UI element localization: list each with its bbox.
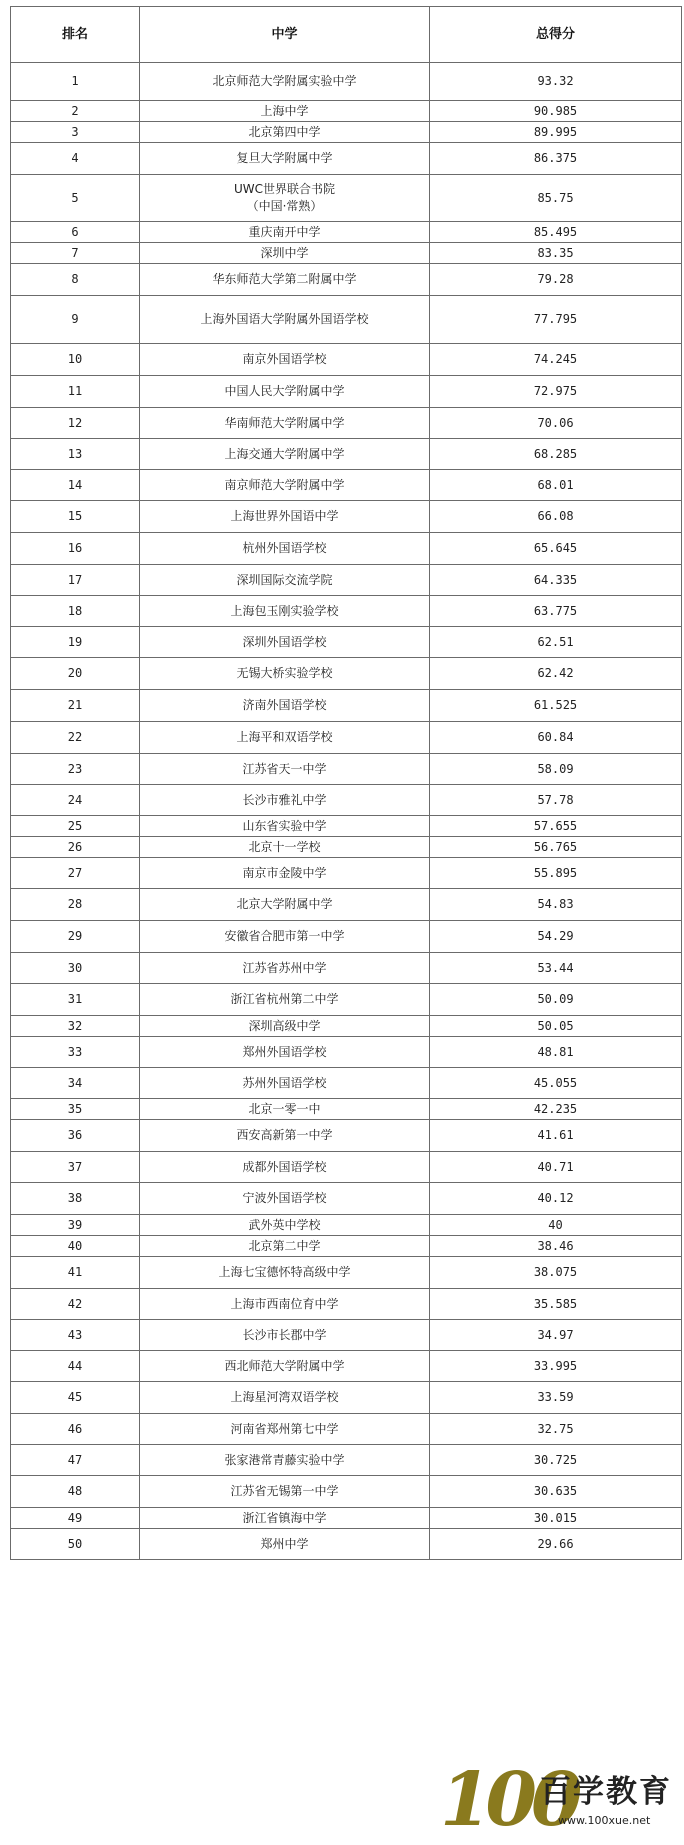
table-row bbox=[11, 1382, 682, 1414]
score-cell: 54.29 bbox=[430, 921, 682, 953]
school-cell: 南京师范大学附属中学 bbox=[140, 470, 430, 501]
table-row bbox=[11, 1529, 682, 1560]
score-cell: 57.78 bbox=[430, 785, 682, 816]
school-cell: 北京师范大学附属实验中学 bbox=[140, 63, 430, 101]
rank-cell: 27 bbox=[11, 858, 140, 889]
rank-cell: 7 bbox=[11, 243, 140, 264]
score-cell: 35.585 bbox=[430, 1289, 682, 1320]
score-cell: 72.975 bbox=[430, 376, 682, 408]
table-row bbox=[11, 1068, 682, 1099]
rank-cell: 40 bbox=[11, 1236, 140, 1257]
table-body bbox=[11, 63, 682, 1560]
school-cell: 上海包玉刚实验学校 bbox=[140, 596, 430, 627]
school-cell: UWC世界联合书院 （中国·常熟） bbox=[140, 175, 430, 222]
rank-cell: 12 bbox=[11, 408, 140, 439]
score-cell: 66.08 bbox=[430, 501, 682, 533]
rank-cell: 39 bbox=[11, 1215, 140, 1236]
score-cell: 86.375 bbox=[430, 143, 682, 175]
score-cell: 89.995 bbox=[430, 122, 682, 143]
score-cell: 56.765 bbox=[430, 837, 682, 858]
table-row bbox=[11, 921, 682, 953]
rank-cell: 35 bbox=[11, 1099, 140, 1120]
school-cell: 上海交通大学附属中学 bbox=[140, 439, 430, 470]
school-cell: 郑州中学 bbox=[140, 1529, 430, 1560]
school-cell: 成都外国语学校 bbox=[140, 1152, 430, 1183]
score-cell: 64.335 bbox=[430, 565, 682, 596]
table-row bbox=[11, 596, 682, 627]
rank-cell: 37 bbox=[11, 1152, 140, 1183]
table-row bbox=[11, 816, 682, 837]
score-cell: 29.66 bbox=[430, 1529, 682, 1560]
table-row bbox=[11, 264, 682, 296]
school-cell: 武外英中学校 bbox=[140, 1215, 430, 1236]
table-row bbox=[11, 101, 682, 122]
ranking-table bbox=[10, 6, 682, 1560]
rank-cell: 38 bbox=[11, 1183, 140, 1215]
school-cell: 安徽省合肥市第一中学 bbox=[140, 921, 430, 953]
table-row bbox=[11, 1215, 682, 1236]
score-cell: 79.28 bbox=[430, 264, 682, 296]
table-row bbox=[11, 122, 682, 143]
table-row bbox=[11, 296, 682, 344]
score-cell: 60.84 bbox=[430, 722, 682, 754]
table-row bbox=[11, 1099, 682, 1120]
school-cell: 上海平和双语学校 bbox=[140, 722, 430, 754]
rank-cell: 2 bbox=[11, 101, 140, 122]
table-row bbox=[11, 1152, 682, 1183]
score-cell: 62.51 bbox=[430, 627, 682, 658]
table-row bbox=[11, 63, 682, 101]
rank-cell: 36 bbox=[11, 1120, 140, 1152]
table-row bbox=[11, 376, 682, 408]
rank-cell: 42 bbox=[11, 1289, 140, 1320]
table-row bbox=[11, 470, 682, 501]
rank-cell: 22 bbox=[11, 722, 140, 754]
table-row bbox=[11, 1037, 682, 1068]
score-cell: 57.655 bbox=[430, 816, 682, 837]
table-row bbox=[11, 984, 682, 1016]
rank-cell: 48 bbox=[11, 1476, 140, 1508]
score-cell: 45.055 bbox=[430, 1068, 682, 1099]
school-cell: 西安高新第一中学 bbox=[140, 1120, 430, 1152]
score-cell: 68.285 bbox=[430, 439, 682, 470]
rank-cell: 16 bbox=[11, 533, 140, 565]
score-cell: 93.32 bbox=[430, 63, 682, 101]
score-cell: 38.075 bbox=[430, 1257, 682, 1289]
school-cell: 华东师范大学第二附属中学 bbox=[140, 264, 430, 296]
table-row bbox=[11, 533, 682, 565]
school-cell: 北京第四中学 bbox=[140, 122, 430, 143]
rank-cell: 30 bbox=[11, 953, 140, 984]
rank-cell: 19 bbox=[11, 627, 140, 658]
rank-cell: 14 bbox=[11, 470, 140, 501]
rank-cell: 31 bbox=[11, 984, 140, 1016]
school-cell: 长沙市长郡中学 bbox=[140, 1320, 430, 1351]
table-row bbox=[11, 1320, 682, 1351]
score-cell: 65.645 bbox=[430, 533, 682, 565]
table-row bbox=[11, 837, 682, 858]
score-cell: 40.71 bbox=[430, 1152, 682, 1183]
table-row bbox=[11, 889, 682, 921]
school-cell: 北京一零一中 bbox=[140, 1099, 430, 1120]
table-row bbox=[11, 1476, 682, 1508]
table-row bbox=[11, 953, 682, 984]
school-cell: 江苏省苏州中学 bbox=[140, 953, 430, 984]
score-cell: 30.725 bbox=[430, 1445, 682, 1476]
rank-cell: 50 bbox=[11, 1529, 140, 1560]
header-school: 中学 bbox=[140, 7, 430, 63]
school-cell: 宁波外国语学校 bbox=[140, 1183, 430, 1215]
school-cell: 北京第二中学 bbox=[140, 1236, 430, 1257]
table-row bbox=[11, 722, 682, 754]
school-cell: 西北师范大学附属中学 bbox=[140, 1351, 430, 1382]
school-cell: 杭州外国语学校 bbox=[140, 533, 430, 565]
score-cell: 55.895 bbox=[430, 858, 682, 889]
school-cell: 济南外国语学校 bbox=[140, 690, 430, 722]
table-row bbox=[11, 1351, 682, 1382]
score-cell: 33.59 bbox=[430, 1382, 682, 1414]
rank-cell: 18 bbox=[11, 596, 140, 627]
school-cell: 山东省实验中学 bbox=[140, 816, 430, 837]
rank-cell: 46 bbox=[11, 1414, 140, 1445]
school-cell: 南京市金陵中学 bbox=[140, 858, 430, 889]
rank-cell: 1 bbox=[11, 63, 140, 101]
score-cell: 32.75 bbox=[430, 1414, 682, 1445]
table-row bbox=[11, 501, 682, 533]
rank-cell: 20 bbox=[11, 658, 140, 690]
table-row bbox=[11, 243, 682, 264]
score-cell: 85.495 bbox=[430, 222, 682, 243]
table-row bbox=[11, 858, 682, 889]
rank-cell: 49 bbox=[11, 1508, 140, 1529]
rank-cell: 34 bbox=[11, 1068, 140, 1099]
score-cell: 68.01 bbox=[430, 470, 682, 501]
school-cell: 无锡大桥实验学校 bbox=[140, 658, 430, 690]
table-row bbox=[11, 1445, 682, 1476]
score-cell: 63.775 bbox=[430, 596, 682, 627]
score-cell: 50.05 bbox=[430, 1016, 682, 1037]
school-cell: 郑州外国语学校 bbox=[140, 1037, 430, 1068]
rank-cell: 23 bbox=[11, 754, 140, 785]
score-cell: 34.97 bbox=[430, 1320, 682, 1351]
rank-cell: 45 bbox=[11, 1382, 140, 1414]
table-row bbox=[11, 1508, 682, 1529]
school-cell: 江苏省无锡第一中学 bbox=[140, 1476, 430, 1508]
rank-cell: 5 bbox=[11, 175, 140, 222]
table-row bbox=[11, 1236, 682, 1257]
table-row bbox=[11, 690, 682, 722]
rank-cell: 9 bbox=[11, 296, 140, 344]
school-cell: 深圳国际交流学院 bbox=[140, 565, 430, 596]
school-cell: 华南师范大学附属中学 bbox=[140, 408, 430, 439]
score-cell: 42.235 bbox=[430, 1099, 682, 1120]
school-cell: 深圳外国语学校 bbox=[140, 627, 430, 658]
rank-cell: 6 bbox=[11, 222, 140, 243]
header-score: 总得分 bbox=[430, 7, 682, 63]
watermark-name: 百学教育 bbox=[540, 1774, 672, 1810]
school-cell: 北京十一学校 bbox=[140, 837, 430, 858]
score-cell: 85.75 bbox=[430, 175, 682, 222]
score-cell: 48.81 bbox=[430, 1037, 682, 1068]
rank-cell: 10 bbox=[11, 344, 140, 376]
score-cell: 50.09 bbox=[430, 984, 682, 1016]
rank-cell: 28 bbox=[11, 889, 140, 921]
school-cell: 复旦大学附属中学 bbox=[140, 143, 430, 175]
school-cell: 上海世界外国语中学 bbox=[140, 501, 430, 533]
score-cell: 77.795 bbox=[430, 296, 682, 344]
school-cell: 浙江省镇海中学 bbox=[140, 1508, 430, 1529]
rank-cell: 47 bbox=[11, 1445, 140, 1476]
rank-cell: 21 bbox=[11, 690, 140, 722]
watermark-url: www.100xue.net bbox=[558, 1814, 651, 1827]
rank-cell: 3 bbox=[11, 122, 140, 143]
score-cell: 33.995 bbox=[430, 1351, 682, 1382]
school-cell: 中国人民大学附属中学 bbox=[140, 376, 430, 408]
table-row bbox=[11, 222, 682, 243]
score-cell: 62.42 bbox=[430, 658, 682, 690]
table-row bbox=[11, 439, 682, 470]
school-cell: 江苏省天一中学 bbox=[140, 754, 430, 785]
table-row bbox=[11, 565, 682, 596]
table-row bbox=[11, 785, 682, 816]
rank-cell: 32 bbox=[11, 1016, 140, 1037]
watermark-logo bbox=[440, 1757, 680, 1843]
school-cell: 上海七宝德怀特高级中学 bbox=[140, 1257, 430, 1289]
school-cell: 长沙市雅礼中学 bbox=[140, 785, 430, 816]
school-cell: 苏州外国语学校 bbox=[140, 1068, 430, 1099]
school-cell: 上海外国语大学附属外国语学校 bbox=[140, 296, 430, 344]
table-row bbox=[11, 1183, 682, 1215]
rank-cell: 4 bbox=[11, 143, 140, 175]
watermark-digits: 100 bbox=[440, 1757, 577, 1843]
school-cell: 河南省郑州第七中学 bbox=[140, 1414, 430, 1445]
table-row bbox=[11, 143, 682, 175]
rank-cell: 8 bbox=[11, 264, 140, 296]
score-cell: 61.525 bbox=[430, 690, 682, 722]
school-cell: 北京大学附属中学 bbox=[140, 889, 430, 921]
table-row bbox=[11, 1120, 682, 1152]
score-cell: 70.06 bbox=[430, 408, 682, 439]
score-cell: 38.46 bbox=[430, 1236, 682, 1257]
table-row bbox=[11, 175, 682, 222]
school-cell: 上海中学 bbox=[140, 101, 430, 122]
score-cell: 53.44 bbox=[430, 953, 682, 984]
score-cell: 30.015 bbox=[430, 1508, 682, 1529]
table-row bbox=[11, 627, 682, 658]
table-row bbox=[11, 1257, 682, 1289]
score-cell: 40 bbox=[430, 1215, 682, 1236]
score-cell: 74.245 bbox=[430, 344, 682, 376]
school-cell: 深圳中学 bbox=[140, 243, 430, 264]
rank-cell: 26 bbox=[11, 837, 140, 858]
rank-cell: 11 bbox=[11, 376, 140, 408]
table-row bbox=[11, 1289, 682, 1320]
rank-cell: 33 bbox=[11, 1037, 140, 1068]
rank-cell: 13 bbox=[11, 439, 140, 470]
table-row bbox=[11, 754, 682, 785]
rank-cell: 29 bbox=[11, 921, 140, 953]
school-cell: 深圳高级中学 bbox=[140, 1016, 430, 1037]
score-cell: 90.985 bbox=[430, 101, 682, 122]
score-cell: 40.12 bbox=[430, 1183, 682, 1215]
school-cell: 重庆南开中学 bbox=[140, 222, 430, 243]
rank-cell: 43 bbox=[11, 1320, 140, 1351]
rank-cell: 25 bbox=[11, 816, 140, 837]
rank-cell: 41 bbox=[11, 1257, 140, 1289]
score-cell: 41.61 bbox=[430, 1120, 682, 1152]
rank-cell: 17 bbox=[11, 565, 140, 596]
school-cell: 张家港常青藤实验中学 bbox=[140, 1445, 430, 1476]
score-cell: 58.09 bbox=[430, 754, 682, 785]
school-cell: 浙江省杭州第二中学 bbox=[140, 984, 430, 1016]
score-cell: 54.83 bbox=[430, 889, 682, 921]
table-row bbox=[11, 1016, 682, 1037]
rank-cell: 44 bbox=[11, 1351, 140, 1382]
table-row bbox=[11, 1414, 682, 1445]
table-row bbox=[11, 658, 682, 690]
header-rank: 排名 bbox=[11, 7, 140, 63]
score-cell: 30.635 bbox=[430, 1476, 682, 1508]
score-cell: 83.35 bbox=[430, 243, 682, 264]
school-cell: 上海星河湾双语学校 bbox=[140, 1382, 430, 1414]
table-row bbox=[11, 408, 682, 439]
rank-cell: 24 bbox=[11, 785, 140, 816]
header-row bbox=[11, 7, 682, 63]
school-cell: 南京外国语学校 bbox=[140, 344, 430, 376]
rank-cell: 15 bbox=[11, 501, 140, 533]
table-row bbox=[11, 344, 682, 376]
school-cell: 上海市西南位育中学 bbox=[140, 1289, 430, 1320]
